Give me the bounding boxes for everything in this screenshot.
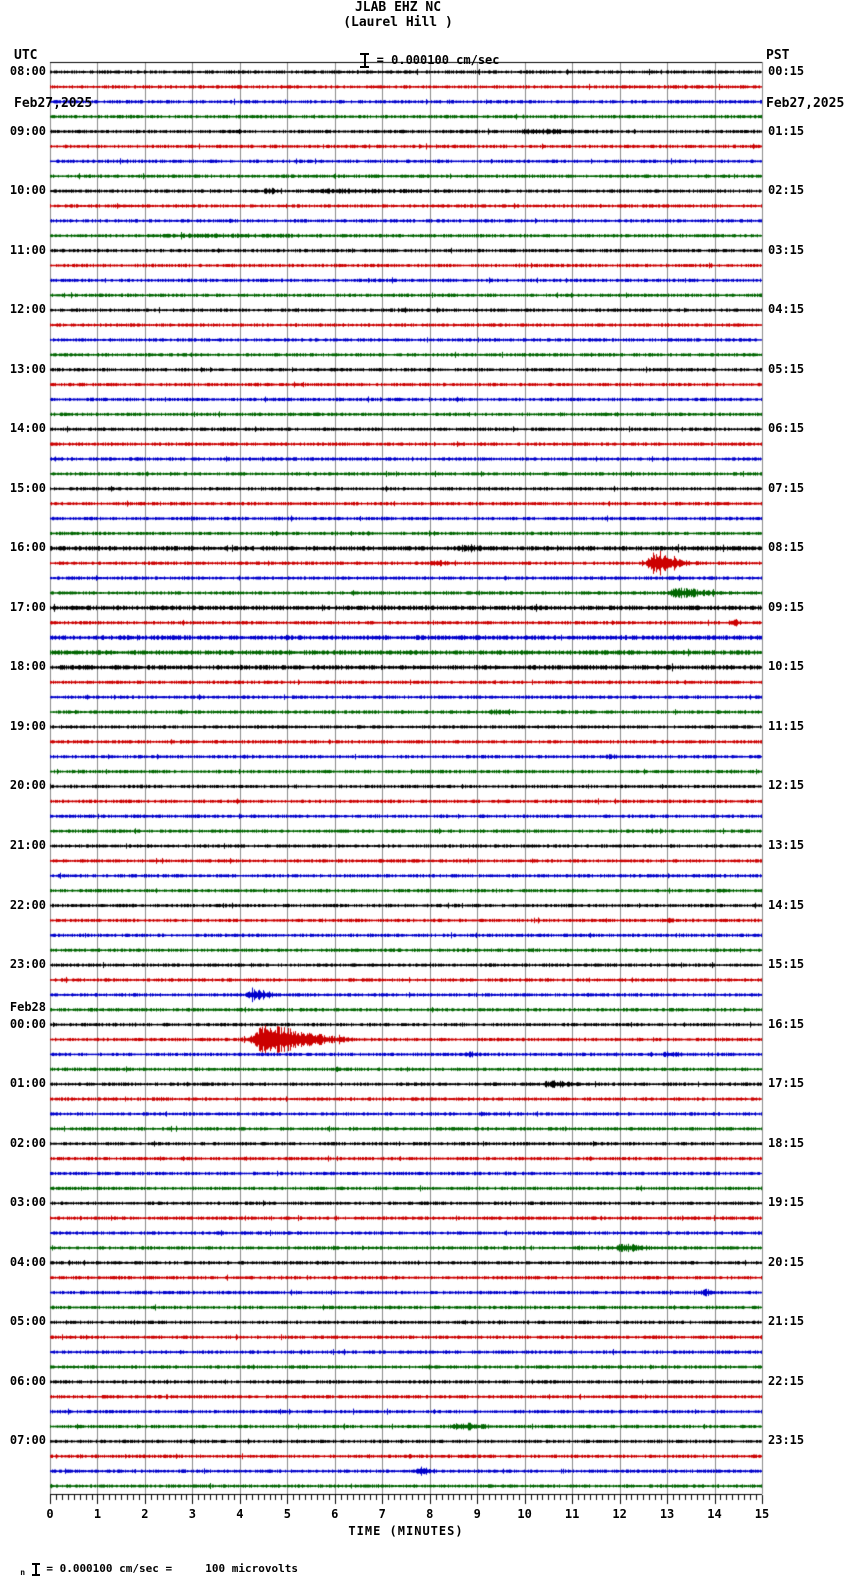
utc-hour-label: 13:00 [9, 361, 46, 376]
utc-hour-label: 21:00 [9, 838, 46, 853]
left-date: Feb27,2025 [14, 96, 93, 111]
pst-hour-label: 11:15 [768, 718, 805, 733]
axis-tick-label: 14 [707, 1507, 722, 1521]
axis-tick-label: 11 [564, 1507, 580, 1521]
axis-tick-label: 6 [331, 1507, 339, 1521]
scale-text: = 0.000100 cm/sec [369, 53, 500, 67]
footer-scale-bar-icon [32, 1563, 40, 1576]
pst-hour-label: 02:15 [768, 183, 805, 198]
utc-hour-label: 03:00 [9, 1195, 46, 1210]
footer-text: = 0.000100 cm/sec = 100 microvolts [39, 1562, 298, 1575]
pst-hour-label: 16:15 [768, 1016, 805, 1031]
utc-hour-label: 20:00 [9, 778, 46, 793]
utc-hour-label: 06:00 [9, 1373, 46, 1388]
station-location: (Laurel Hill ) [343, 15, 453, 30]
utc-hour-label: 15:00 [9, 480, 46, 495]
pst-hour-label: 03:15 [768, 242, 805, 257]
pst-hour-label: 04:15 [768, 302, 805, 317]
axis-tick-label: 13 [659, 1507, 675, 1521]
utc-hour-label: 02:00 [9, 1135, 46, 1150]
pst-hour-label: 18:15 [768, 1135, 805, 1150]
axis-tick-label: 3 [188, 1507, 197, 1521]
left-timezone: UTC [14, 48, 38, 63]
pst-hour-label: 08:15 [768, 540, 805, 555]
scale-bar-icon [360, 53, 369, 68]
station-title: JLAB EHZ NC [354, 0, 442, 15]
utc-hour-label: 19:00 [9, 718, 46, 733]
date-change-label: Feb28 [9, 999, 46, 1014]
right-date: Feb27,2025 [766, 96, 845, 111]
utc-hour-label: 11:00 [9, 242, 46, 257]
utc-hour-label: 04:00 [9, 1254, 46, 1269]
axis-tick-label: 7 [378, 1507, 386, 1521]
utc-hour-label: 10:00 [9, 183, 46, 198]
axis-tick-label: 1 [93, 1507, 102, 1521]
pst-hour-label: 15:15 [768, 957, 805, 972]
right-timezone: PST [766, 48, 790, 63]
axis-tick-label: 8 [426, 1507, 434, 1521]
pst-hour-label: 21:15 [768, 1314, 805, 1329]
utc-hour-label: 00:00 [9, 1016, 46, 1031]
pst-hour-label: 13:15 [768, 838, 805, 853]
utc-hour-label: 18:00 [9, 659, 46, 674]
utc-hour-label: 05:00 [9, 1314, 46, 1329]
axis-tick-label: 12 [612, 1507, 627, 1521]
utc-hour-label: 12:00 [9, 302, 46, 317]
utc-hour-label: 07:00 [9, 1433, 46, 1448]
utc-hour-label: 01:00 [9, 1076, 46, 1091]
pst-hour-label: 09:15 [768, 599, 805, 614]
footer-prefix: n [20, 1568, 26, 1577]
pst-hour-label: 22:15 [768, 1373, 805, 1388]
utc-hour-label: 16:00 [9, 540, 46, 555]
axis-tick-label: 10 [517, 1507, 532, 1521]
axis-tick-label: 9 [473, 1507, 481, 1521]
x-axis-label: TIME (MINUTES) [348, 1524, 464, 1538]
axis-tick-label: 15 [754, 1507, 770, 1521]
pst-hour-label: 07:15 [768, 480, 805, 495]
pst-hour-label: 06:15 [768, 421, 805, 436]
scale-indicator [346, 39, 500, 67]
pst-hour-label: 19:15 [768, 1195, 805, 1210]
axis-tick-label: 5 [283, 1507, 291, 1521]
utc-hour-label: 14:00 [9, 421, 46, 436]
title-block [0, 0, 796, 30]
utc-hour-label: 17:00 [9, 599, 46, 614]
footer-scale-note [7, 1549, 298, 1577]
utc-hour-label: 08:00 [9, 64, 46, 78]
pst-hour-label: 05:15 [768, 361, 805, 376]
utc-hour-label: 09:00 [9, 123, 46, 138]
pst-hour-label: 00:15 [768, 64, 805, 78]
axis-tick-label: 2 [141, 1507, 149, 1521]
utc-hour-label: 22:00 [9, 897, 46, 912]
pst-hour-label: 10:15 [768, 659, 805, 674]
pst-hour-label: 20:15 [768, 1254, 805, 1269]
pst-hour-label: 23:15 [768, 1433, 805, 1448]
axis-tick-label: 4 [236, 1507, 244, 1521]
pst-hour-label: 12:15 [768, 778, 805, 793]
pst-hour-label: 14:15 [768, 897, 805, 912]
axis-tick-label: 0 [46, 1507, 54, 1521]
pst-hour-label: 01:15 [768, 123, 805, 138]
pst-hour-label: 17:15 [768, 1076, 805, 1091]
utc-hour-label: 23:00 [9, 957, 46, 972]
